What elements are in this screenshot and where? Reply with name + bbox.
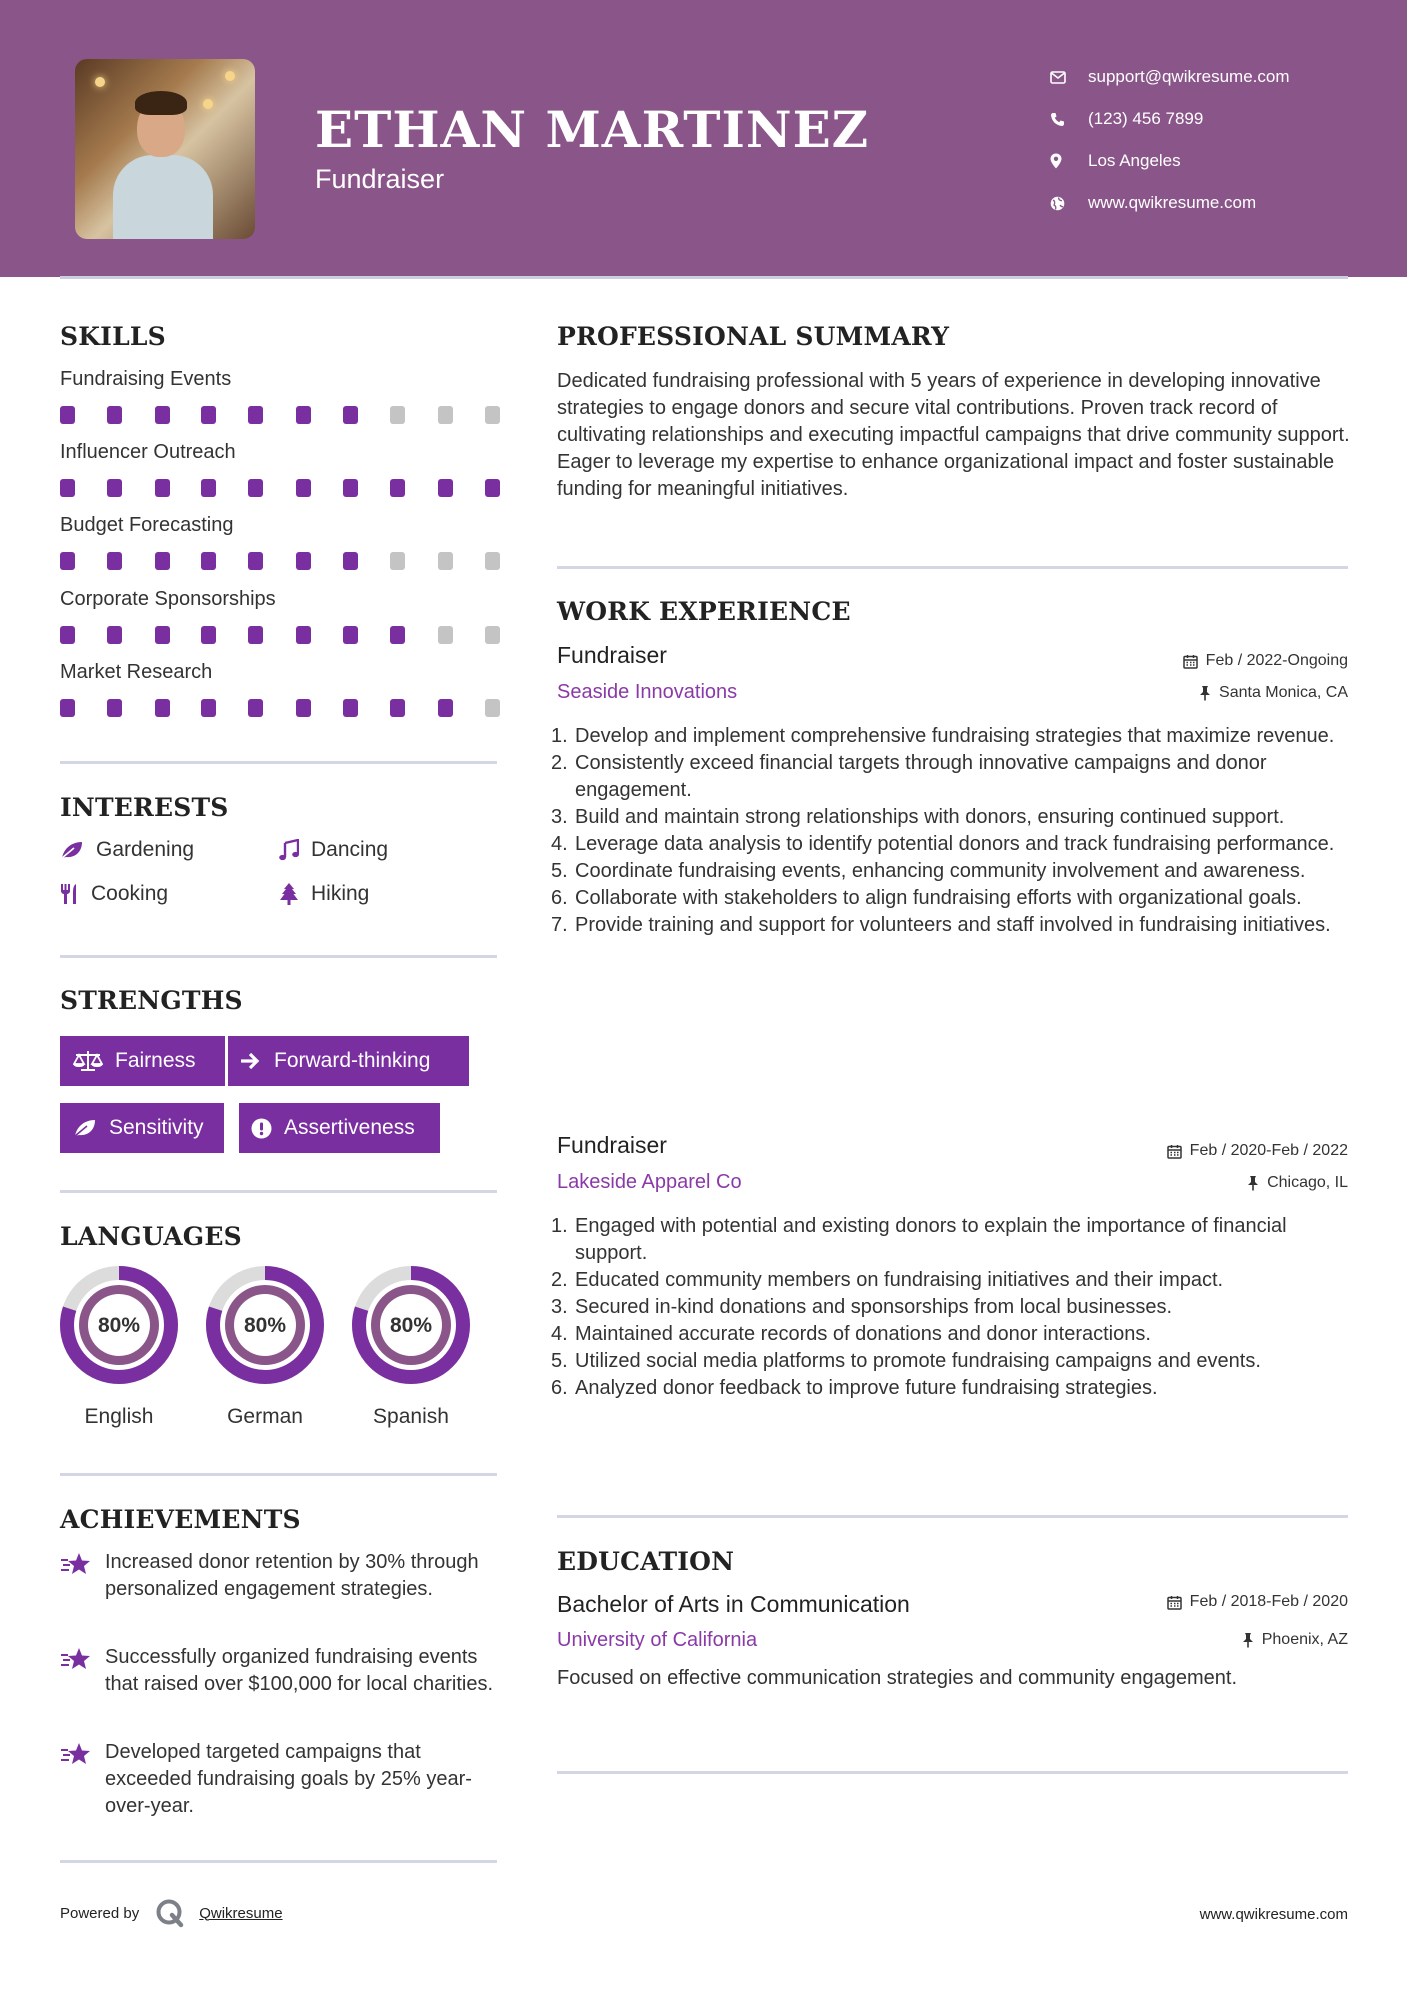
- skill-dot-filled: [390, 479, 405, 497]
- skills-heading: SKILLS: [60, 322, 166, 351]
- education-location-text: Phoenix, AZ: [1261, 1631, 1348, 1648]
- responsibility-item: 6. Analyzed donor feedback to improve future fundraising strategies.: [551, 1377, 1158, 1399]
- education-dates-text: Feb / 2018-Feb / 2020: [1189, 1593, 1348, 1610]
- star-icon: [60, 1549, 105, 1603]
- job-location: [1199, 684, 1348, 702]
- tree-icon: [279, 882, 311, 906]
- skill-dot-filled: [201, 699, 216, 717]
- contact-location-text: Los Angeles: [1088, 151, 1181, 170]
- map-pin-icon: [1050, 153, 1088, 169]
- degree-title: Bachelor of Arts in Communication: [557, 1591, 910, 1617]
- strength-chip: [60, 1103, 224, 1153]
- music-note-icon: [279, 839, 311, 861]
- skill-rating: [60, 552, 500, 570]
- profile-photo: [75, 59, 255, 239]
- powered-by-text: Powered by: [60, 1904, 140, 1922]
- header-divider: [60, 276, 1348, 279]
- resume-header: [0, 0, 1407, 277]
- skill-dot-filled: [390, 626, 405, 644]
- strength-label: Forward-thinking: [274, 1049, 431, 1072]
- skill-label: Market Research: [60, 661, 213, 683]
- skill-dot-filled: [107, 699, 122, 717]
- skill-dot-empty: [438, 552, 453, 570]
- section-divider: [60, 1190, 497, 1193]
- job-location-text: Chicago, IL: [1267, 1174, 1348, 1191]
- interest-label: Dancing: [311, 838, 389, 861]
- achievements-heading: ACHIEVEMENTS: [60, 1505, 301, 1534]
- interest-label: Hiking: [311, 882, 370, 905]
- achievement-text: Increased donor retention by 30% through personalized engagement strategies.: [105, 1551, 479, 1600]
- skill-dot-filled: [343, 699, 358, 717]
- strength-chip: [60, 1036, 225, 1086]
- skill-dot-filled: [485, 479, 500, 497]
- contact-list: [1050, 56, 1290, 224]
- education-description: Focused on effective communication strategies and community engagement.: [557, 1667, 1237, 1689]
- interest-item: [279, 838, 388, 862]
- skill-dot-filled: [343, 406, 358, 424]
- skill-rating: [60, 479, 500, 497]
- summary-heading: PROFESSIONAL SUMMARY: [557, 322, 950, 351]
- skill-dot-filled: [60, 699, 75, 717]
- language-item: [59, 1265, 179, 1429]
- job-location-text: Santa Monica, CA: [1219, 684, 1348, 701]
- language-ring: [59, 1265, 179, 1385]
- responsibility-item: 7. Provide training and support for volunteers and staff involved in fundraising initiatives.: [551, 914, 1331, 936]
- job-title: Fundraiser: [557, 642, 667, 668]
- calendar-icon: [1183, 654, 1198, 669]
- skill-dot-empty: [438, 406, 453, 424]
- skill-rating: [60, 626, 500, 644]
- language-name: Spanish: [373, 1405, 449, 1428]
- skill-dot-filled: [296, 699, 311, 717]
- section-divider: [557, 566, 1348, 569]
- responsibility-item: 3. Secured in-kind donations and sponsorships from local businesses.: [551, 1296, 1173, 1318]
- skill-dot-empty: [485, 699, 500, 717]
- skill-dot-filled: [60, 406, 75, 424]
- language-percent: 80%: [97, 1314, 141, 1337]
- job-dates-text: Feb / 2020-Feb / 2022: [1189, 1142, 1348, 1159]
- skill-dot-filled: [438, 479, 453, 497]
- skill-label: Budget Forecasting: [60, 514, 234, 536]
- section-divider: [557, 1771, 1348, 1774]
- skill-dot-filled: [248, 626, 263, 644]
- responsibility-item: 1. Develop and implement comprehensive fundraising strategies that maximize revenue.: [551, 725, 1335, 747]
- calendar-icon: [1167, 1595, 1182, 1610]
- skill-dot-filled: [296, 406, 311, 424]
- school-name: University of California: [557, 1629, 758, 1651]
- contact-phone[interactable]: [1050, 98, 1290, 140]
- skill-dot-filled: [438, 699, 453, 717]
- languages-heading: LANGUAGES: [60, 1222, 242, 1251]
- job-responsibilities: [551, 723, 1357, 939]
- responsibility-item: 1. Engaged with potential and existing donors to explain the importance of financial support.: [551, 1215, 1287, 1264]
- responsibility-item: 5. Utilized social media platforms to promote fundraising campaigns and events.: [551, 1350, 1261, 1372]
- achievement-item: [60, 1644, 500, 1698]
- skill-dot-filled: [296, 552, 311, 570]
- skill-dot-filled: [155, 552, 170, 570]
- skill-label: Fundraising Events: [60, 368, 232, 390]
- skill-dot-filled: [60, 626, 75, 644]
- job-dates: [1183, 652, 1348, 670]
- calendar-icon: [1167, 1144, 1182, 1159]
- exclamation-circle-icon: [251, 1118, 272, 1139]
- skill-dot-filled: [60, 479, 75, 497]
- section-divider: [557, 1515, 1348, 1518]
- utensils-icon: [60, 883, 91, 905]
- section-divider: [60, 955, 497, 958]
- contact-phone-text: (123) 456 7899: [1088, 109, 1204, 128]
- qwikresume-logo-icon: [155, 1898, 185, 1928]
- company-name: Lakeside Apparel Co: [557, 1171, 742, 1193]
- skill-dot-filled: [248, 479, 263, 497]
- responsibility-item: 6. Collaborate with stakeholders to align fundraising efforts with organizational goals.: [551, 887, 1302, 909]
- job-responsibilities: [551, 1213, 1357, 1402]
- skill-dot-filled: [155, 479, 170, 497]
- language-ring: [351, 1265, 471, 1385]
- skill-rating: [60, 406, 500, 424]
- skill-dot-empty: [390, 552, 405, 570]
- language-percent: 80%: [389, 1314, 433, 1337]
- responsibility-item: 4. Leverage data analysis to identify potential donors and track fundraising performance.: [551, 833, 1335, 855]
- responsibility-item: 4. Maintained accurate records of donations and donor interactions.: [551, 1323, 1151, 1345]
- responsibility-item: 2. Consistently exceed financial targets through innovative campaigns and donor engagement.: [551, 752, 1267, 801]
- achievement-item: [60, 1739, 500, 1820]
- skill-dot-empty: [485, 406, 500, 424]
- education-location: [1242, 1631, 1348, 1649]
- achievement-text: Developed targeted campaigns that exceeded fundraising goals by 25% year-over-year.: [105, 1741, 472, 1817]
- leaf-icon: [60, 840, 96, 860]
- candidate-name: ETHAN MARTINEZ: [315, 100, 870, 159]
- achievement-text: Successfully organized fundraising events that raised over $100,000 for local charities.: [105, 1646, 493, 1695]
- language-name: German: [227, 1405, 303, 1428]
- skill-dot-filled: [343, 479, 358, 497]
- skill-dot-filled: [390, 699, 405, 717]
- interest-label: Cooking: [91, 882, 169, 905]
- job-dates: [1167, 1142, 1348, 1160]
- skill-dot-filled: [296, 479, 311, 497]
- star-icon: [60, 1644, 105, 1698]
- skill-dot-filled: [60, 552, 75, 570]
- language-percent: 80%: [243, 1314, 287, 1337]
- skill-dot-filled: [107, 626, 122, 644]
- skill-dot-filled: [201, 626, 216, 644]
- balance-scale-icon: [73, 1049, 103, 1073]
- pushpin-icon: [1242, 1632, 1254, 1648]
- job-location: [1247, 1174, 1348, 1192]
- skill-dot-filled: [155, 626, 170, 644]
- education-heading: EDUCATION: [557, 1547, 735, 1576]
- responsibility-item: 5. Coordinate fundraising events, enhancing community involvement and awareness.: [551, 860, 1306, 882]
- contact-email[interactable]: [1050, 56, 1290, 98]
- section-divider: [60, 1473, 497, 1476]
- section-divider: [60, 1860, 497, 1863]
- skill-dot-filled: [296, 626, 311, 644]
- company-name: Seaside Innovations: [557, 681, 738, 703]
- contact-location: [1050, 140, 1290, 182]
- skill-dot-empty: [390, 406, 405, 424]
- contact-website[interactable]: [1050, 182, 1290, 224]
- skill-dot-filled: [343, 626, 358, 644]
- interest-item: [60, 838, 194, 862]
- contact-website-text: www.qwikresume.com: [1088, 193, 1257, 212]
- language-item: [205, 1265, 325, 1429]
- strength-label: Sensitivity: [109, 1116, 204, 1139]
- phone-icon: [1050, 112, 1088, 127]
- skill-label: Influencer Outreach: [60, 441, 236, 463]
- interest-item: [279, 882, 369, 906]
- achievement-item: [60, 1549, 500, 1603]
- language-item: [351, 1265, 471, 1429]
- interests-heading: INTERESTS: [60, 793, 229, 822]
- skill-dot-filled: [201, 406, 216, 424]
- skill-dot-filled: [155, 406, 170, 424]
- interest-label: Gardening: [96, 838, 195, 861]
- job-title: Fundraiser: [557, 1132, 667, 1158]
- language-name: English: [84, 1405, 154, 1428]
- skill-rating: [60, 699, 500, 717]
- skill-dot-empty: [485, 552, 500, 570]
- strength-label: Assertiveness: [284, 1116, 415, 1139]
- skill-dot-filled: [201, 479, 216, 497]
- language-ring: [205, 1265, 325, 1385]
- skill-dot-filled: [201, 552, 216, 570]
- pushpin-icon: [1247, 1175, 1259, 1191]
- skill-dot-filled: [155, 699, 170, 717]
- skill-dot-empty: [485, 626, 500, 644]
- leaf-icon: [73, 1118, 97, 1138]
- experience-heading: WORK EXPERIENCE: [557, 597, 851, 626]
- footer-website[interactable]: www.qwikresume.com: [1199, 1906, 1348, 1923]
- skill-label: Corporate Sponsorships: [60, 588, 276, 610]
- strength-chip: [239, 1103, 440, 1153]
- skill-dot-filled: [248, 699, 263, 717]
- star-icon: [60, 1739, 105, 1820]
- skill-dot-filled: [107, 552, 122, 570]
- responsibility-item: 3. Build and maintain strong relationships with donors, ensuring continued support.: [551, 806, 1285, 828]
- candidate-role: Fundraiser: [315, 164, 445, 194]
- education-dates: [1167, 1593, 1348, 1611]
- contact-email-text: support@qwikresume.com: [1088, 67, 1290, 86]
- strength-chip: [228, 1036, 469, 1086]
- envelope-icon: [1050, 71, 1088, 84]
- strength-label: Fairness: [115, 1049, 196, 1072]
- qwikresume-link[interactable]: Qwikresume: [199, 1904, 283, 1922]
- pushpin-icon: [1199, 685, 1211, 701]
- strengths-heading: STRENGTHS: [60, 986, 243, 1015]
- summary-text: Dedicated fundraising professional with 5 years of experience in developing innovative strategies to engage donors and secure vital contributions. Proven track record of cultivating relationships and executing impactful campaigns that drive community support. Eager to leverage my expertise to enhance organizational impact and foster sustainable funding for meaningful initiatives.: [557, 370, 1350, 500]
- footer-powered-by: [60, 1898, 283, 1928]
- skill-dot-empty: [438, 626, 453, 644]
- skill-dot-filled: [248, 406, 263, 424]
- skill-dot-filled: [248, 552, 263, 570]
- interest-item: [60, 882, 168, 906]
- skill-dot-filled: [343, 552, 358, 570]
- globe-icon: [1050, 196, 1088, 211]
- section-divider: [60, 761, 497, 764]
- skill-dot-filled: [107, 406, 122, 424]
- responsibility-item: 2. Educated community members on fundraising initiatives and their impact.: [551, 1269, 1224, 1291]
- job-dates-text: Feb / 2022-Ongoing: [1205, 652, 1348, 669]
- skill-dot-filled: [107, 479, 122, 497]
- arrow-right-icon: [240, 1052, 260, 1070]
